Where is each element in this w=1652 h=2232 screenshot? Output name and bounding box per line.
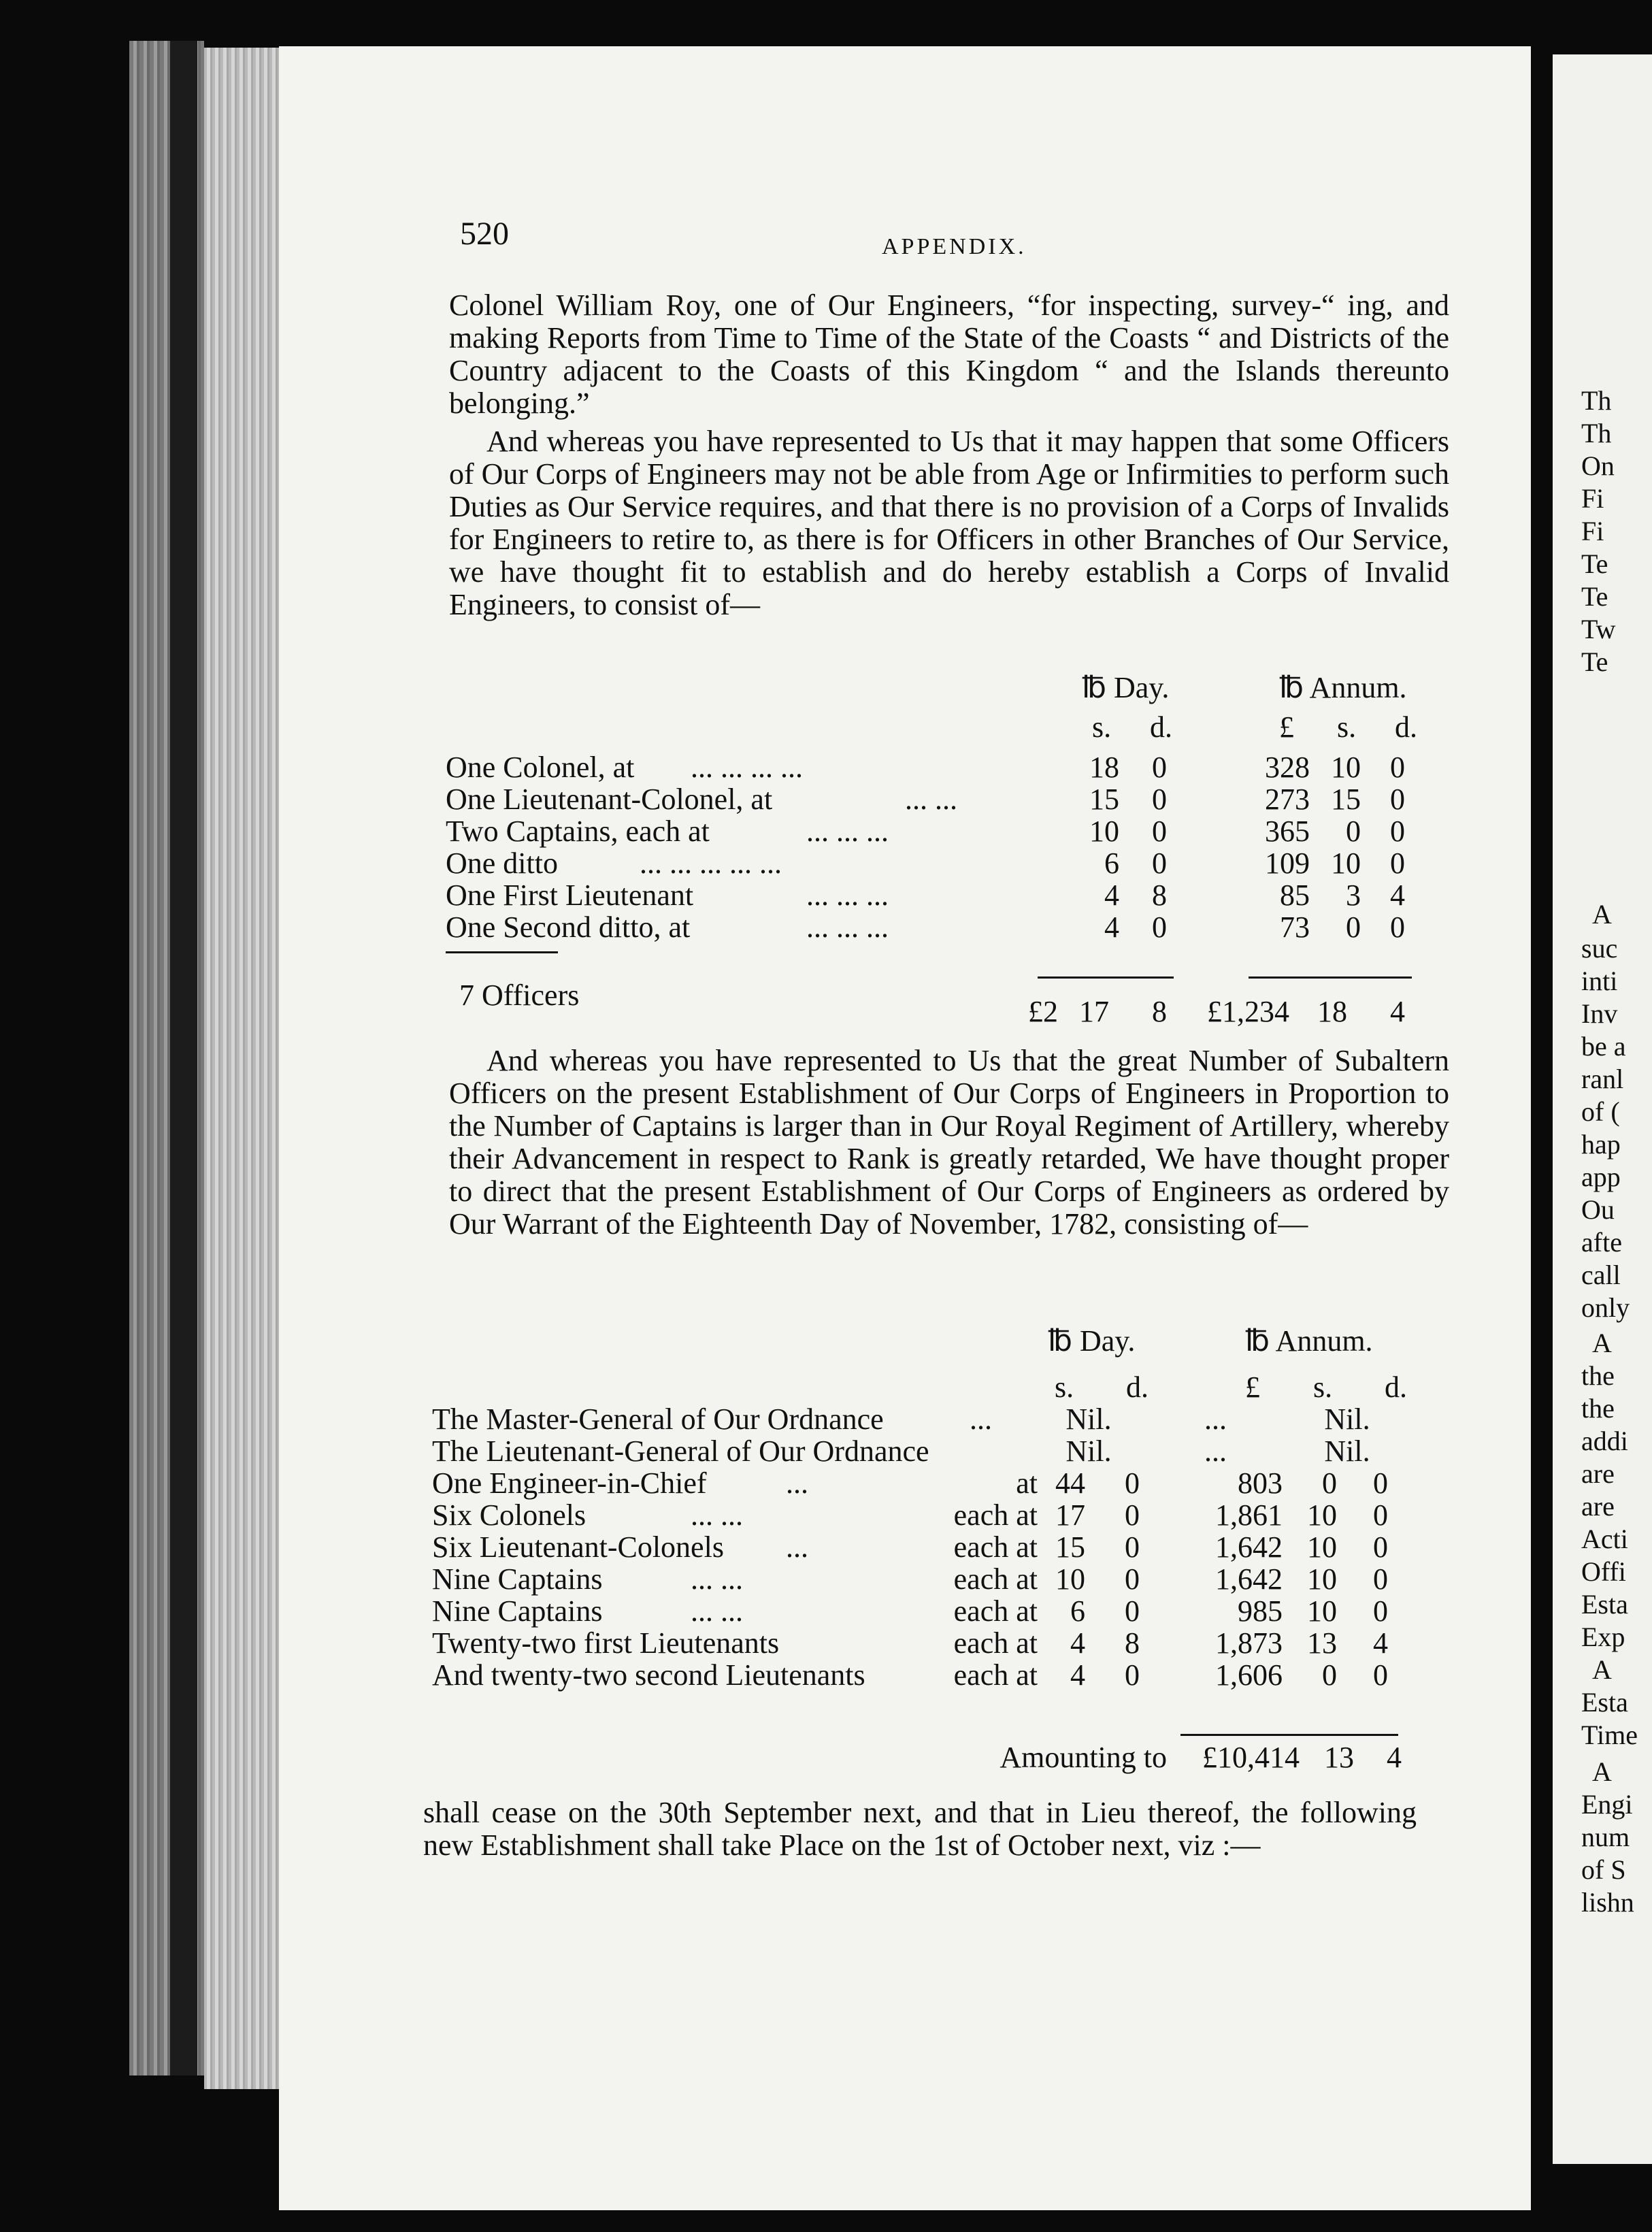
day-shillings: Nil. (1065, 1402, 1112, 1436)
pence-heading: d. (1126, 1371, 1149, 1404)
day-shillings: 17 (1055, 1498, 1085, 1532)
right-page-text: A (1592, 1756, 1612, 1787)
right-page-text: A (1592, 899, 1612, 930)
leader-dots: ... ... ... (806, 879, 889, 912)
shillings-heading: s. (1055, 1371, 1074, 1404)
rate-label: each at (953, 1530, 1038, 1564)
annum-shillings: 3 (1346, 879, 1361, 912)
day-shillings: 6 (1070, 1594, 1085, 1628)
table-row (432, 1658, 1453, 1690)
day-shillings: 4 (1070, 1626, 1085, 1660)
day-shillings: 15 (1055, 1530, 1085, 1564)
day-shillings: 15 (1089, 783, 1119, 816)
right-page-text: of S (1581, 1854, 1626, 1885)
day-shillings: 10 (1055, 1562, 1085, 1596)
day-shillings: 44 (1055, 1466, 1085, 1500)
book-spine-shadow (170, 41, 197, 2075)
right-page-text: lishn (1581, 1887, 1634, 1918)
right-page-text: A (1592, 1328, 1612, 1358)
rate-label: each at (953, 1562, 1038, 1596)
right-page-text: A (1592, 1654, 1612, 1685)
total-values (446, 994, 1466, 1027)
annum-shillings: 13 (1307, 1626, 1337, 1660)
table-row (446, 782, 1466, 815)
paragraph-roy (449, 289, 1449, 420)
leader-dots: ... ... (691, 1594, 743, 1628)
right-page-text: are (1581, 1458, 1615, 1489)
annum-shillings: 15 (1331, 783, 1361, 816)
total-annum-pence: 4 (1387, 1741, 1402, 1774)
page-number: 520 (460, 216, 509, 252)
rank-label: One First Lieutenant (446, 879, 694, 912)
day-pence: 0 (1125, 1498, 1140, 1532)
annum-shillings: Nil. (1324, 1402, 1370, 1436)
annum-pence: 0 (1373, 1530, 1388, 1564)
rank-label: And twenty-two second Lieutenants (432, 1658, 865, 1692)
right-page-text: Engi (1581, 1789, 1633, 1820)
right-page-text: hap (1581, 1129, 1621, 1160)
right-page-text: suc (1581, 933, 1618, 964)
annum-pence: 0 (1390, 815, 1405, 848)
table-row (432, 1562, 1453, 1594)
annum-pounds: 365 (1265, 815, 1310, 848)
pounds-heading: £ (1245, 1371, 1260, 1404)
annum-shillings: 0 (1346, 815, 1361, 848)
total-label: Amounting to (1000, 1741, 1167, 1774)
leader-dots: ... (1204, 1402, 1227, 1436)
right-page-text: only (1581, 1292, 1630, 1323)
per-day-heading: ℔ Day. (1048, 1324, 1136, 1358)
right-page-text: Te (1581, 548, 1608, 579)
rate-label: each at (953, 1594, 1038, 1628)
total-annum-shillings: 13 (1324, 1741, 1354, 1774)
annum-pence: 0 (1390, 847, 1405, 880)
table-row (432, 1626, 1453, 1658)
right-page-text: Esta (1581, 1687, 1628, 1718)
right-page-text: the (1581, 1360, 1615, 1391)
rule (1180, 1734, 1398, 1736)
total-day-pounds: £2 (1028, 995, 1058, 1028)
table-row (432, 1530, 1453, 1562)
day-shillings: 4 (1104, 879, 1119, 912)
rank-label: Twenty-two first Lieutenants (432, 1626, 780, 1660)
right-page-text: On (1581, 450, 1615, 481)
day-shillings: 4 (1104, 910, 1119, 944)
right-page-text: afte (1581, 1227, 1622, 1258)
annum-shillings: 10 (1331, 751, 1361, 784)
right-page-text: are (1581, 1491, 1615, 1522)
annum-pence: 0 (1390, 751, 1405, 784)
total-day-pence: 8 (1152, 995, 1167, 1028)
pence-heading: d. (1385, 1371, 1407, 1404)
day-pence: 0 (1152, 783, 1167, 816)
table-row (432, 1434, 1453, 1466)
day-pence: 8 (1152, 879, 1167, 912)
right-page-text: Time (1581, 1720, 1638, 1750)
day-shillings: 10 (1089, 815, 1119, 848)
annum-shillings: 0 (1322, 1658, 1337, 1692)
right-page-text: Te (1581, 646, 1608, 677)
annum-shillings: 0 (1322, 1466, 1337, 1500)
rank-label: Two Captains, each at (446, 815, 710, 848)
table-row (446, 750, 1466, 783)
rank-label: Nine Captains (432, 1594, 603, 1628)
pence-heading: d. (1150, 710, 1172, 744)
paragraph-establishment (449, 1045, 1449, 1241)
total-annum-pence: 4 (1390, 995, 1405, 1028)
day-pence: 0 (1125, 1658, 1140, 1692)
annum-pounds: 109 (1265, 847, 1310, 880)
page-gutter (1531, 41, 1553, 2218)
right-page-text: be a (1581, 1031, 1626, 1062)
rate-label: each at (953, 1658, 1038, 1692)
annum-pence: 0 (1373, 1658, 1388, 1692)
annum-pence: 0 (1373, 1466, 1388, 1500)
annum-shillings: 10 (1307, 1498, 1337, 1532)
leader-dots: ... ... ... ... (691, 751, 803, 784)
rule (446, 951, 558, 953)
table-row (446, 814, 1466, 847)
rate-label: each at (953, 1498, 1038, 1532)
right-page-text: Esta (1581, 1589, 1628, 1620)
running-header: APPENDIX. (882, 234, 1027, 259)
day-pence: 0 (1152, 847, 1167, 880)
rank-label: One Colonel, at (446, 751, 635, 784)
table-row (446, 846, 1466, 879)
rank-label: Nine Captains (432, 1562, 603, 1596)
leader-dots: ... ... ... (806, 815, 889, 848)
rank-label: Six Colonels (432, 1498, 587, 1532)
day-pence: 0 (1152, 751, 1167, 784)
leader-dots: ... (786, 1530, 808, 1564)
table-row (432, 1594, 1453, 1626)
annum-pounds: 73 (1280, 910, 1310, 944)
right-page-text: Acti (1581, 1524, 1628, 1554)
day-pence: 0 (1125, 1530, 1140, 1564)
table-row (446, 910, 1466, 942)
leader-dots: ... (1204, 1434, 1227, 1468)
per-day-heading: ℔ Day. (1082, 671, 1170, 704)
right-page-text: addi (1581, 1426, 1628, 1456)
right-page-text: Te (1581, 581, 1608, 612)
leader-dots: ... ... ... (806, 910, 889, 944)
rank-label: One Engineer-in-Chief (432, 1466, 707, 1500)
day-shillings: 4 (1070, 1658, 1085, 1692)
annum-pounds: 1,642 (1215, 1562, 1283, 1596)
per-annum-heading: ℔ Annum. (1245, 1324, 1373, 1358)
pounds-heading: £ (1279, 710, 1294, 744)
annum-pounds: 1,642 (1215, 1530, 1283, 1564)
day-pence: 0 (1125, 1562, 1140, 1596)
rank-label: Six Lieutenant-Colonels (432, 1530, 724, 1564)
annum-pence: 0 (1373, 1498, 1388, 1532)
paragraph-text: And whereas you have represented to Us that it may happen that some Officers of Our Corps of Engineers may not be able from Age or Infirmities to perform such Duties as Our Service requires, and that there is no provision of a Corps of Invalids for Engineers to retire to, as there is for Officers in other Branches of Our Service, we have thought fit to establish and do hereby establish a Corps of Invalid Engineers, to consist of— (449, 425, 1449, 621)
annum-pence: 4 (1390, 879, 1405, 912)
leader-dots: ... ... (905, 783, 957, 816)
total-row (432, 1740, 1453, 1773)
paragraph-new-establishment (423, 1796, 1417, 1862)
day-pence: 0 (1125, 1594, 1140, 1628)
annum-pence: 0 (1390, 783, 1405, 816)
annum-shillings: 10 (1307, 1594, 1337, 1628)
right-page-text: the (1581, 1393, 1615, 1424)
annum-pounds: 273 (1265, 783, 1310, 816)
annum-shillings: 0 (1346, 910, 1361, 944)
table-row (446, 878, 1466, 910)
leader-dots: ... ... ... ... ... (640, 847, 782, 880)
annum-pence: 0 (1373, 1594, 1388, 1628)
right-page-text: Ou (1581, 1194, 1615, 1225)
right-page-fragment (1553, 54, 1652, 2164)
day-shillings: Nil. (1065, 1434, 1112, 1468)
annum-pounds: 328 (1265, 751, 1310, 784)
total-annum-pounds: £1,234 (1207, 995, 1289, 1028)
shillings-heading: s. (1337, 710, 1357, 744)
rank-label: One ditto (446, 847, 558, 880)
rank-label: The Master-General of Our Ordnance (432, 1402, 884, 1436)
leader-dots: ... ... (691, 1498, 743, 1532)
total-label: 7 Officers (459, 979, 580, 1012)
annum-pounds: 1,861 (1215, 1498, 1283, 1532)
right-page-text: Fi (1581, 483, 1604, 514)
right-page-text: Th (1581, 418, 1612, 448)
annum-pounds: 803 (1238, 1466, 1283, 1500)
shillings-heading: s. (1092, 710, 1112, 744)
day-pence: 8 (1125, 1626, 1140, 1660)
rank-label: One Lieutenant-Colonel, at (446, 783, 773, 816)
paragraph-text: And whereas you have represented to Us that the great Number of Subaltern Officers on the present Establishment of Our Corps of Engineers in Proportion to the Number of Captains is larger than in Our Royal Regiment of Artillery, whereby their Advancement in respect to Rank is greatly retarded, We have thought proper to direct that the present Establishment of Our Corps of Engineers as ordered by Our Warrant of the Eighteenth Day of November, 1782, consisting of— (449, 1044, 1449, 1241)
annum-pounds: 1,606 (1215, 1658, 1283, 1692)
annum-pounds: 85 (1280, 879, 1310, 912)
paragraph-invalids (449, 425, 1449, 621)
right-page-text: Offi (1581, 1556, 1626, 1587)
pence-heading: d. (1395, 710, 1417, 744)
shillings-heading: s. (1313, 1371, 1333, 1404)
leader-dots: ... (786, 1466, 808, 1500)
annum-shillings: 10 (1307, 1530, 1337, 1564)
right-page-text: Inv (1581, 998, 1618, 1029)
day-pence: 0 (1152, 910, 1167, 944)
paragraph-text: shall cease on the 30th September next, and that in Lieu thereof, the following new Establishment shall take Place on the 1st of October next, viz :— (423, 1796, 1417, 1862)
right-page-text: app (1581, 1162, 1621, 1192)
table-row (432, 1498, 1453, 1530)
day-pence: 0 (1125, 1466, 1140, 1500)
annum-pence: 4 (1373, 1626, 1388, 1660)
rank-label: The Lieutenant-General of Our Ordnance (432, 1434, 929, 1468)
page-stack-edge (204, 48, 279, 2089)
annum-pounds: 985 (1238, 1594, 1283, 1628)
table-row (432, 1402, 1453, 1434)
day-shillings: 6 (1104, 847, 1119, 880)
right-page-text: Fi (1581, 516, 1604, 546)
total-annum-shillings: 18 (1317, 995, 1347, 1028)
leader-dots: ... (970, 1402, 992, 1436)
rank-label: One Second ditto, at (446, 910, 691, 944)
right-page-text: of ( (1581, 1096, 1620, 1127)
annum-pounds: 1,873 (1215, 1626, 1283, 1660)
per-annum-heading: ℔ Annum. (1279, 671, 1407, 704)
rate-label: each at (953, 1626, 1038, 1660)
day-shillings: 18 (1089, 751, 1119, 784)
total-annum-pounds: £10,414 (1202, 1741, 1300, 1774)
leader-dots: ... ... (691, 1562, 743, 1596)
total-day-shillings: 17 (1079, 995, 1109, 1028)
rate-label: at (1016, 1466, 1038, 1500)
annum-shillings: Nil. (1324, 1434, 1370, 1468)
right-page-text: Exp (1581, 1622, 1625, 1652)
right-page-text: num (1581, 1822, 1630, 1852)
right-page-text: Tw (1581, 614, 1616, 644)
annum-pence: 0 (1373, 1562, 1388, 1596)
annum-shillings: 10 (1331, 847, 1361, 880)
table-row (432, 1466, 1453, 1498)
right-page-text: ranl (1581, 1064, 1624, 1094)
paragraph-text: Colonel William Roy, one of Our Engineers, “for inspecting, survey-“ ing, and making Reports from Time to Time of the State of the Coasts “ and Districts of the Country adjacent to the Coasts of this Kingdom “ and the Islands thereunto belonging.” (449, 289, 1449, 420)
annum-shillings: 10 (1307, 1562, 1337, 1596)
right-page-text: Th (1581, 385, 1612, 416)
annum-pence: 0 (1390, 910, 1405, 944)
day-pence: 0 (1152, 815, 1167, 848)
right-page-text: call (1581, 1260, 1621, 1290)
right-page-text: inti (1581, 966, 1618, 996)
